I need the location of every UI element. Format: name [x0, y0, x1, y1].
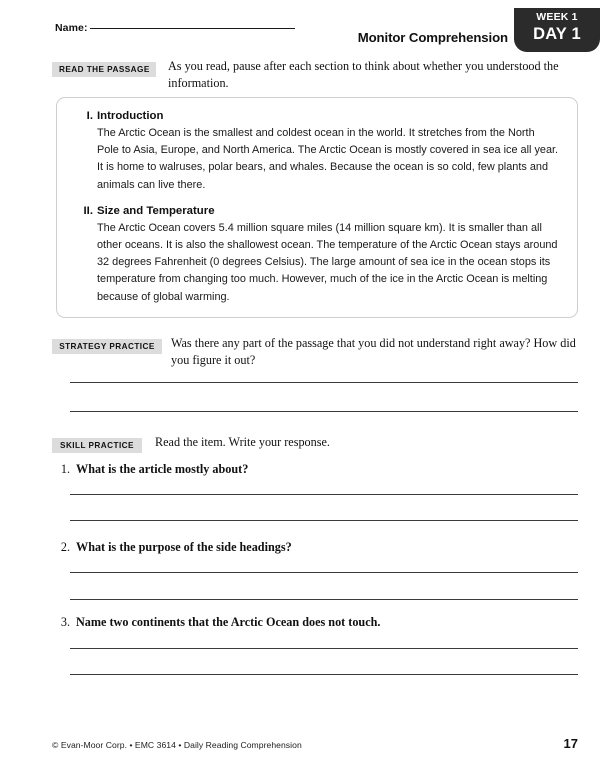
passage-section-2-heading-text: Size and Temperature — [97, 204, 215, 217]
question-2-answer-line-1[interactable] — [70, 572, 578, 573]
passage-section-1-heading-text: Introduction — [97, 110, 164, 122]
footer-page-number: 17 — [563, 736, 578, 751]
question-2-text: What is the purpose of the side headings? — [76, 540, 292, 554]
page-header — [0, 0, 600, 58]
question-1 — [52, 461, 578, 477]
passage-section-2-body: The Arctic Ocean covers 5.4 million square miles (14 million square km). It is smaller than all other oceans. It is also the shallowest ocean. The temperature of the Arctic Ocean stays around 32 degrees Fahrenheit (0 degrees Celsius). The large amount of sea ice in the ocean stops its temperature from changing too much. However, much of the ice in the Arctic Ocean is melting because of global warming. — [97, 221, 558, 303]
skill-practice-instruction: Read the item. Write your response. — [155, 435, 330, 449]
footer-credit: © Evan-Moor Corp. • EMC 3614 • Daily Reading Comprehension — [52, 740, 302, 750]
question-2 — [52, 539, 578, 555]
question-3-answer-line-2[interactable] — [70, 674, 578, 675]
read-the-passage-instruction: As you read, pause after each section to think about whether you understood the information. — [168, 59, 559, 90]
strategy-answer-line-1[interactable] — [70, 382, 578, 383]
page-title: Monitor Comprehension — [357, 30, 508, 45]
strategy-practice-chip: STRATEGY PRACTICE — [52, 339, 162, 354]
question-3-answer-line-1[interactable] — [70, 648, 578, 649]
question-2-number: 2. — [60, 540, 70, 554]
passage-section-2-heading — [75, 205, 559, 217]
passage-section-1 — [75, 110, 559, 194]
strategy-practice-question: Was there any part of the passage that you did not understand right away? How did you figure it out? — [171, 336, 576, 367]
name-field-row — [55, 22, 295, 34]
passage-section-2-numeral: II. — [83, 204, 93, 217]
passage-section-1-numeral: I. — [86, 110, 93, 122]
skill-practice-chip: SKILL PRACTICE — [52, 438, 142, 453]
passage-box — [56, 97, 578, 318]
question-3 — [52, 614, 578, 630]
badge-week-label: WEEK 1 — [536, 11, 578, 23]
badge-day-label: DAY 1 — [533, 25, 581, 43]
passage-section-1-body: The Arctic Ocean is the smallest and coldest ocean in the world. It stretches from the North Pole to Asia, Europe, and North America. The Arctic Ocean is mostly covered in sea ice all year. It is home to walruses, polar bears, and whales. Because the ocean is so cold, few plants and animals can live there. — [97, 127, 559, 191]
name-write-in-line[interactable] — [90, 27, 295, 29]
passage-section-2 — [75, 205, 559, 306]
question-3-text: Name two continents that the Arctic Ocean does not touch. — [76, 615, 381, 629]
question-1-text: What is the article mostly about? — [76, 462, 249, 476]
name-label: Name: — [55, 22, 88, 34]
question-2-answer-line-2[interactable] — [70, 599, 578, 600]
question-1-answer-line-1[interactable] — [70, 494, 578, 495]
question-3-number: 3. — [60, 615, 70, 629]
question-1-number: 1. — [60, 462, 70, 476]
question-1-answer-line-2[interactable] — [70, 520, 578, 521]
read-the-passage-chip: READ THE PASSAGE — [52, 62, 156, 77]
strategy-answer-line-2[interactable] — [70, 411, 578, 412]
page-footer — [52, 736, 578, 751]
passage-section-1-heading — [75, 110, 559, 122]
week-day-badge — [514, 8, 600, 52]
